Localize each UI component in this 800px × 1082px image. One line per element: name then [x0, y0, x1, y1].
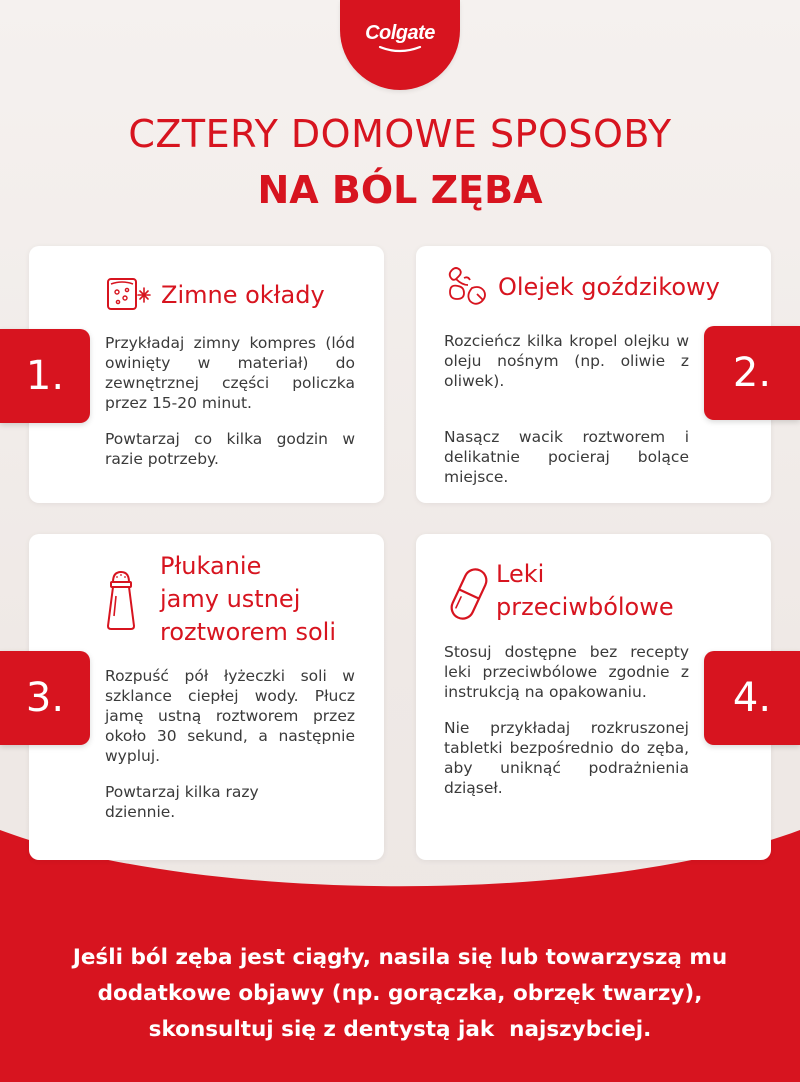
cold-compress-icon [105, 276, 153, 314]
card-2-paragraph-2: Nasącz wacik roztworem i delikatnie pocieraj bolące miejsce. [444, 428, 689, 486]
number-badge-2: 2. [704, 326, 800, 420]
card-3-paragraph-2: Powtarzaj kilka razy dziennie. [105, 783, 259, 821]
card-4-paragraph-2: Nie przykładaj rozkruszonej tabletki bezpośrednio do zęba, aby uniknąć podrażnienia dziąseł. [444, 719, 689, 797]
colgate-logo: Colgate [365, 22, 435, 44]
salt-shaker-icon [105, 570, 137, 632]
card-3-title-line1: Płukanie [160, 552, 262, 580]
number-badge-1: 1. [0, 329, 90, 423]
card-3-title-line3: roztworem soli [160, 618, 336, 646]
card-2-title: Olejek goździkowy [498, 272, 720, 301]
card-3-title [160, 550, 336, 649]
page-title-line1: CZTERY DOMOWE SPOSOBY [128, 112, 672, 156]
clove-icon [442, 264, 492, 310]
card-4-title [496, 558, 674, 624]
card-4-title-line2: przeciwbólowe [496, 593, 674, 621]
card-1-paragraph-2: Powtarzaj co kilka godzin w razie potrzeby. [105, 430, 355, 468]
card-4-paragraph-1: Stosuj dostępne bez recepty leki przeciwbólowe zgodnie z instrukcją na opakowaniu. [444, 643, 689, 701]
footer-line-3: skonsultuj się z dentystą jak najszybciej. [148, 1017, 652, 1042]
pill-icon [446, 564, 492, 624]
card-1-body [105, 333, 355, 485]
card-3-body [105, 666, 355, 838]
footer-line-1: Jeśli ból zęba jest ciągły, nasila się lub towarzyszą mu [72, 945, 728, 970]
footer-warning [20, 940, 780, 1048]
footer-line-2: dodatkowe objawy (np. gorączka, obrzęk twarzy), [97, 981, 703, 1006]
page-title-line2: NA BÓL ZĘBA [257, 168, 543, 212]
card-2-body [444, 331, 689, 503]
card-1-paragraph-1: Przykładaj zimny kompres (lód owinięty w materiał) do zewnętrznej części policzka przez 15-20 minut. [105, 334, 355, 412]
card-2-paragraph-1: Rozcieńcz kilka kropel olejku w oleju nośnym (np. oliwie z oliwek). [444, 332, 689, 390]
card-4-title-line1: Leki [496, 560, 545, 588]
card-4-body [444, 642, 689, 814]
colgate-smile-icon [378, 46, 422, 54]
card-3-paragraph-1: Rozpuść pół łyżeczki soli w szklance ciepłej wody. Płucz jamę ustną roztworem przez około 30 sekund, a następnie wypluj. [105, 667, 355, 765]
number-badge-4: 4. [704, 651, 800, 745]
card-1-title: Zimne okłady [161, 280, 325, 309]
card-3-title-line2: jamy ustnej [160, 585, 301, 613]
number-badge-3: 3. [0, 651, 90, 745]
